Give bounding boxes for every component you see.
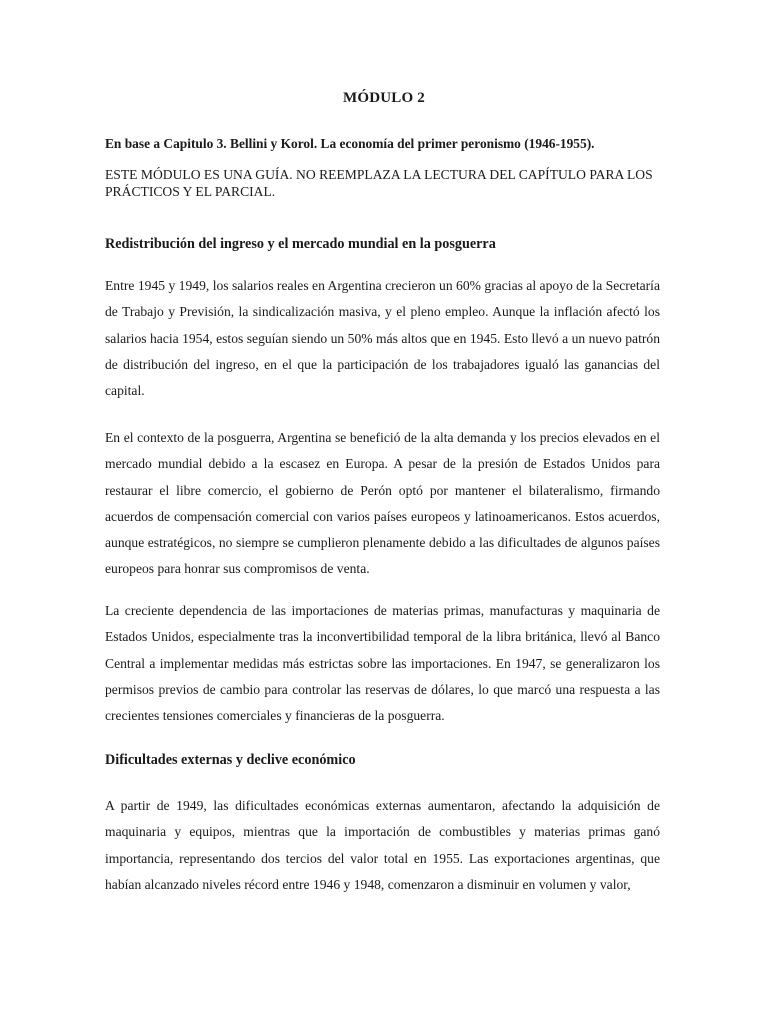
paragraph: En el contexto de la posguerra, Argentina se benefició de la alta demanda y los precios elevados en el mercado mundial debido a la escasez en Europa. A pesar de la presión de Estados Unidos para restaurar el libre comercio, el gobierno de Perón optó por mantener el bilateralismo, firmando acuerdos de compensación comercial con varios países europeos y latinoamericanos. Estos acuerdos, aunque estratégicos, no siempre se cumplieron plenamente debido a las dificultades de algunos países europeos para honrar sus compromisos de venta. (105, 430, 660, 577)
paragraph: Entre 1945 y 1949, los salarios reales en Argentina crecieron un 60% gracias al apoyo de la Secretaría de Trabajo y Previsión, la sindicalización masiva, y el pleno empleo. Aunque la inflación afectó los salarios hacia 1954, estos seguían siendo un 50% más altos que en 1945. Esto llevó a un nuevo patrón de distribución del ingreso, en el que la participación de los trabajadores igualó las ganancias del capital. (105, 278, 660, 399)
section-heading-redistribucion: Redistribución del ingreso y el mercado mundial en la posguerra (105, 236, 496, 252)
section-heading-dificultades: Dificultades externas y declive económico (105, 752, 356, 768)
paragraph: A partir de 1949, las dificultades económicas externas aumentaron, afectando la adquisición de maquinaria y equipos, mientras que la importación de combustibles y materias primas ganó importancia, representando dos tercios del valor total en 1955. Las exportaciones argentinas, que habían alcanzado niveles récord entre 1946 y 1948, comenzaron a disminuir en volumen y valor, (105, 798, 660, 892)
document-subtitle: En base a Capitulo 3. Bellini y Korol. La economía del primer peronismo (1946-1955). (105, 136, 595, 151)
paragraph: La creciente dependencia de las importaciones de materias primas, manufacturas y maquinaria de Estados Unidos, especialmente tras la inconvertibilidad temporal de la libra británica, llevó al Banco Central a implementar medidas más estrictas sobre las importaciones. En 1947, se generalizaron los permisos previos de cambio para controlar las reservas de dólares, lo que marcó una respuesta a las crecientes tensiones comerciales y financieras de la posguerra. (105, 603, 660, 724)
page-title: MÓDULO 2 (342, 90, 425, 106)
guide-notice: ESTE MÓDULO ES UNA GUÍA. NO REEMPLAZA LA LECTURA DEL CAPÍTULO PARA LOS PRÁCTICOS Y EL PARCIAL. (105, 167, 653, 199)
